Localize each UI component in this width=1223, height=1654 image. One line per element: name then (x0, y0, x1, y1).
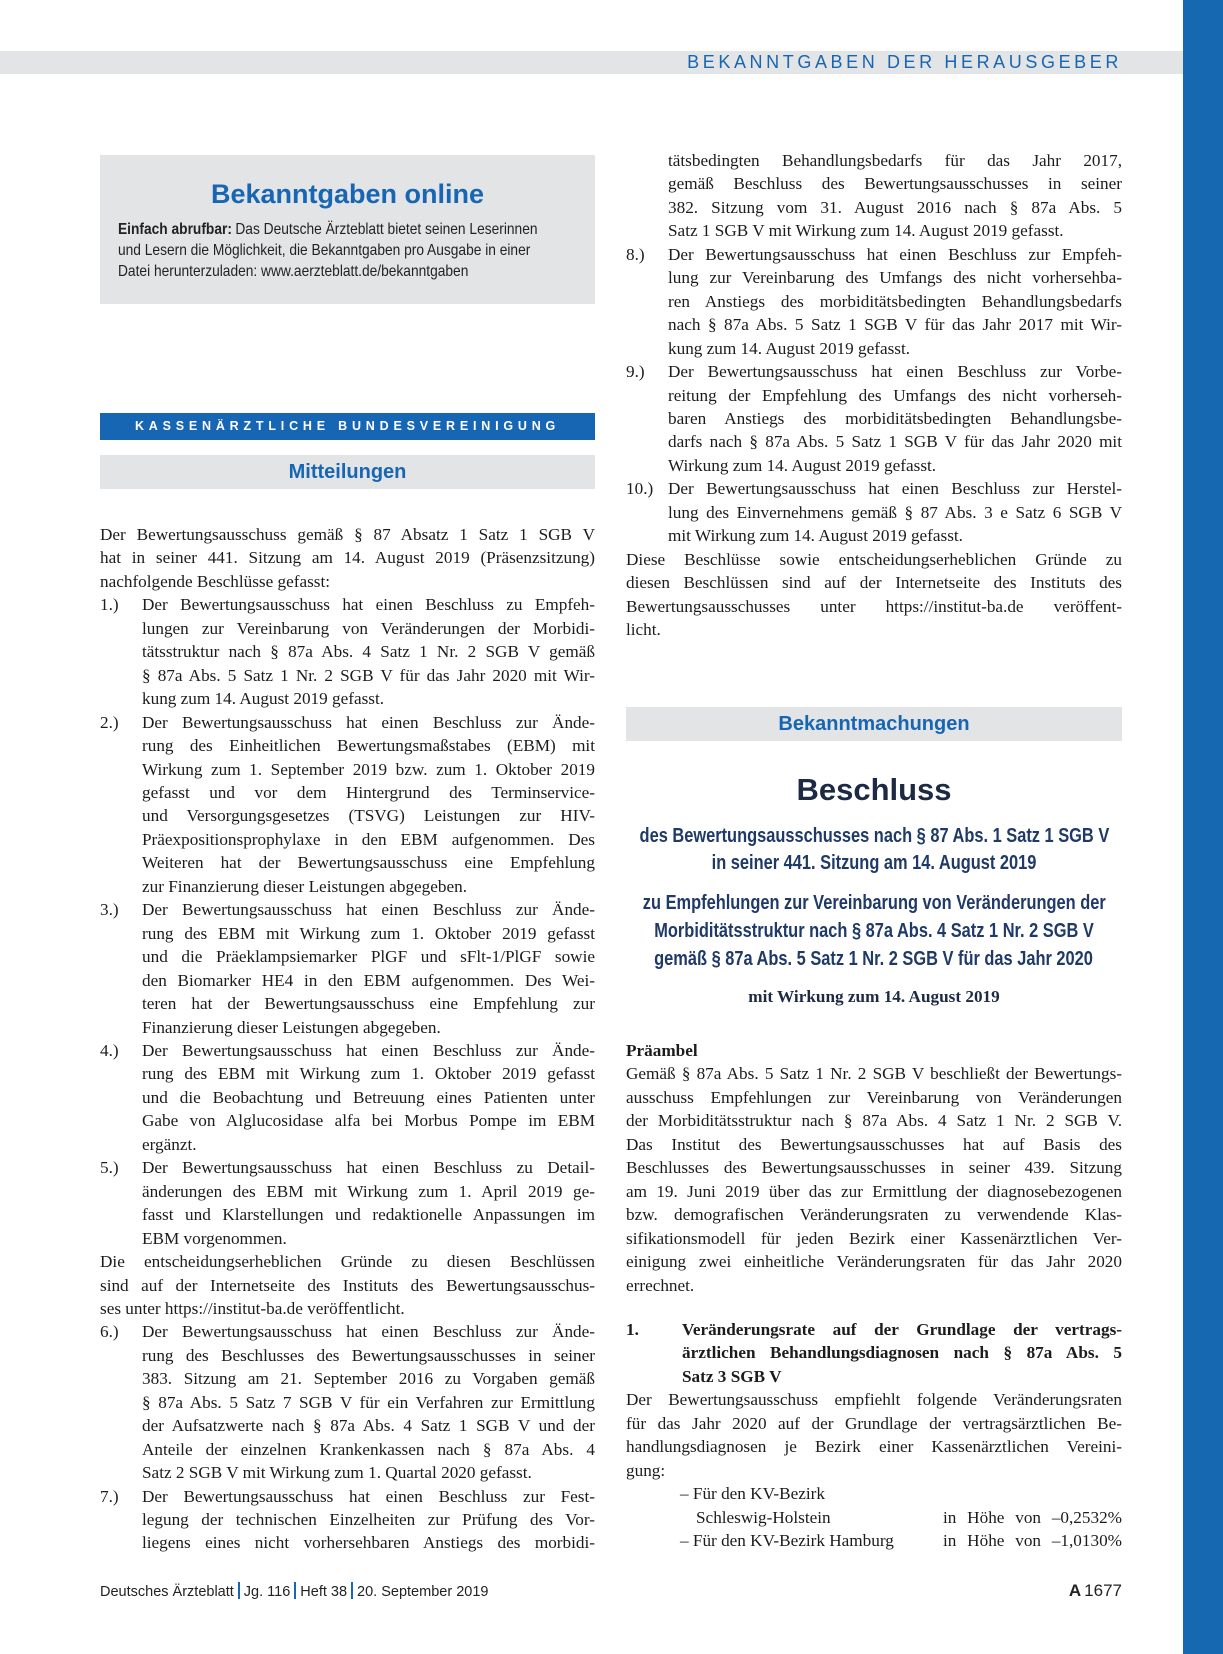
text-line: tätsstruktur nach § 87a Abs. 4 Satz 1 Nr. 2 SGB V gemäß (142, 642, 595, 662)
text-line: lung des Einvernehmens gemäß § 87 Abs. 3 e Satz 6 SGB V (668, 502, 1122, 522)
separator (238, 1582, 240, 1599)
text-line: ses unter https://institut-ba.de veröffentlicht. (100, 1298, 405, 1318)
text-line: gung: (626, 1460, 666, 1480)
separator (294, 1582, 296, 1599)
text-line: hat in seiner 441. Sitzung am 14. August 2019 (Präsenzsitzung) (100, 548, 595, 568)
issue: Heft 38 (300, 1584, 348, 1600)
text-line: baren Anstiegs des morbiditätsbedingten Behandlungsbe- (668, 408, 1122, 428)
text-line: Gemäß § 87a Abs. 5 Satz 1 Nr. 2 SGB V beschließt der Bewertungs- (626, 1064, 1122, 1084)
rate-row (626, 1529, 1122, 1552)
text-line: der Morbiditätsstruktur nach § 87a Abs. 4 Satz 1 Nr. 2 SGB V. (626, 1111, 1122, 1131)
list-item (100, 1156, 595, 1250)
text-line: sifikationsmodell für jeden Bezirk einer Kassenärztlichen Ver- (626, 1228, 1122, 1248)
text-line: Finanzierung dieser Leistungen abgegeben. (142, 1017, 441, 1037)
text-line: und die Präeklampsiemarker PlGF und sFlt-1/PlGF sowie (142, 947, 595, 967)
volume: Jg. 116 (243, 1584, 291, 1600)
organization-bar: KASSENÄRZTLICHE BUNDESVEREINIGUNG (100, 413, 595, 440)
text-line: rung des Einheitlichen Bewertungsmaßstabes (EBM) mit (142, 736, 595, 756)
text-line: bzw. demografischen Veränderungsraten zu verwendende Klas- (626, 1205, 1122, 1225)
text-line: fasst und Klarstellungen und redaktionelle Anpassungen im (142, 1205, 595, 1225)
subject-text: gemäß § 87a Abs. 5 Satz 1 Nr. 2 SGB V für das Jahr 2020 (654, 948, 1094, 970)
text-line: Der Bewertungsausschuss gemäß § 87 Absatz 1 Satz 1 SGB V (100, 525, 595, 544)
text-line: Diese Beschlüsse sowie entscheidungserheblichen Gründe zu (626, 549, 1122, 569)
text-line: gemäß Beschluss des Bewertungsausschusses in seiner (668, 174, 1122, 194)
paragraph-lines (668, 243, 1122, 360)
text-line: Der Bewertungsausschuss hat einen Beschluss zur Ände- (142, 1040, 595, 1060)
text-line: Satz 3 SGB V (682, 1366, 782, 1386)
separator (351, 1582, 353, 1599)
text-line: Der Bewertungsausschuss hat einen Beschluss zur Empfeh- (668, 244, 1122, 264)
text-line: Der Bewertungsausschuss hat einen Beschluss zur Ände- (142, 712, 595, 732)
list-item (626, 360, 1122, 477)
paragraph-lines (668, 477, 1122, 547)
text-line (118, 261, 588, 282)
text-line: 382. Sitzung vom 31. August 2016 nach § 87a Abs. 5 (668, 197, 1122, 217)
line-text: Das Deutsche Ärzteblatt bietet seinen Leserinnen (235, 221, 538, 238)
paragraph-lines (142, 1320, 595, 1484)
condensed-line (118, 219, 538, 240)
rate-row (626, 1482, 1122, 1505)
rate-value: in Höhe von –0,2532% (943, 1507, 1122, 1527)
text-line: 383. Sitzung am 21. September 2016 zu Vorgaben gemäß (142, 1369, 595, 1389)
text-line: Anteile der einzelnen Krankenkassen nach § 87a Abs. 4 (142, 1439, 595, 1459)
subtitle-line (626, 850, 1122, 877)
text-line: änderungen des EBM mit Wirkung zum 1. April 2019 ge- (142, 1181, 595, 1201)
text-line: ergänzt. (142, 1134, 197, 1154)
text-line: Der Bewertungsausschuss hat einen Beschluss zur Herstel- (668, 479, 1122, 499)
text-line: gefasst und vor dem Hintergrund des Terminservice- (142, 782, 595, 802)
text-line: Veränderungsrate auf der Grundlage der vertrags- (682, 1320, 1122, 1339)
paragraph-lines (142, 1039, 595, 1156)
line-text: und Lesern die Möglichkeit, die Bekanntgaben pro Ausgabe in einer (118, 242, 531, 259)
text-line: lungen zur Vereinbarung von Veränderungen der Morbidi- (142, 618, 595, 638)
resolution-subject (626, 889, 1122, 973)
paragraph (100, 523, 595, 593)
section-1 (626, 1318, 1122, 1553)
list-item (626, 477, 1122, 547)
rate-row (626, 1506, 1122, 1529)
bekanntmachungen-heading: Bekanntmachungen (626, 707, 1122, 741)
text-line: rung des EBM mit Wirkung zum 1. Oktober 2019 gefasst (142, 1064, 595, 1084)
text-line: nachfolgende Beschlüsse gefasst: (100, 571, 331, 591)
text-line: Bewertungsausschusses unter https://institut-ba.de veröffent- (626, 596, 1122, 616)
text-line: Wirkung zum 1. September 2019 bzw. zum 1. Oktober 2019 (142, 759, 595, 779)
subject-line (626, 945, 1122, 973)
lead-text: Einfach abrufbar: (118, 221, 232, 238)
list-number: 10.) (626, 479, 654, 499)
text-line: Der Bewertungsausschuss hat einen Beschluss zu Detail- (142, 1158, 595, 1178)
text-line: einigung zwei einheitliche Veränderungsraten für das Jahr 2020 (626, 1252, 1122, 1272)
text-line: licht. (626, 620, 661, 640)
list-item (100, 898, 595, 1039)
text-line: Beschlusses des Bewertungsausschusses in seiner 439. Sitzung (626, 1158, 1122, 1178)
text-line: lung zur Vereinbarung des Umfangs des nicht vorhersehba- (668, 268, 1122, 288)
section-1-body (626, 1388, 1122, 1482)
text-line: Satz 2 SGB V mit Wirkung zum 1. Quartal 2020 gefasst. (142, 1463, 532, 1483)
text-line: kung zum 14. August 2019 gefasst. (668, 338, 911, 358)
text-line: Wirkung zum 14. August 2019 gefasst. (668, 455, 937, 475)
subtitle-text: des Bewertungsausschusses nach § 87 Abs. 1 Satz 1 SGB V (639, 824, 1109, 847)
text-line: rung des EBM mit Wirkung zum 1. Oktober 2019 gefasst (142, 923, 595, 943)
section-title: BEKANNTGABEN DER HERAUSGEBER (687, 52, 1122, 72)
paragraph-lines (626, 548, 1122, 642)
right-text-column (626, 149, 1122, 642)
page-number (1069, 1578, 1122, 1604)
preamble-heading: Präambel (626, 1041, 698, 1060)
list-number: 8.) (626, 244, 645, 264)
text-line: Die entscheidungserheblichen Gründe zu diesen Beschlüssen (100, 1252, 595, 1272)
text-line: sind auf der Internetseite des Instituts des Bewertungsausschus- (100, 1275, 595, 1295)
list-number: 5.) (100, 1158, 119, 1178)
rate-value: in Höhe von –1,0130% (943, 1531, 1122, 1551)
text-line: den Biomarker HE4 in den EBM aufgenommen. Des Wei- (142, 970, 595, 990)
text-line: tätsbedingten Behandlungsbedarfs für das Jahr 2017, (668, 151, 1122, 170)
paragraph-lines (142, 898, 595, 1039)
text-line: legung der technischen Einzelheiten zur Prüfung des Vor- (142, 1510, 595, 1530)
effective-date: mit Wirkung zum 14. August 2019 (748, 986, 1000, 1006)
text-line: ärztlichen Behandlungsdiagnosen nach § 87a Abs. 5 (682, 1343, 1122, 1363)
text-line: Präexpositionsprophylaxe in den EBM aufgenommen. Des (142, 829, 595, 849)
footer-citation (100, 1580, 488, 1604)
journal-name: Deutsches Ärzteblatt (100, 1584, 234, 1600)
page-prefix: A (1068, 1581, 1082, 1600)
text-line: kung zum 14. August 2019 gefasst. (142, 689, 385, 709)
online-box-title: Bekanntgaben online (210, 179, 485, 209)
text-line: Der Bewertungsausschuss hat einen Beschluss zur Ände- (142, 1322, 595, 1342)
online-info-box (100, 155, 595, 304)
paragraph-lines (142, 593, 595, 710)
section-heading-lines (682, 1318, 1122, 1388)
subject-text: zu Empfehlungen zur Vereinbarung von Veränderungen der (642, 892, 1106, 914)
subject-line (626, 917, 1122, 945)
text-line: liegens eines nicht vorhersehbaren Anstiegs des morbidi- (142, 1533, 595, 1553)
text-line: handlungsdiagnosen je Bezirk einer Kassenärztlichen Vereini- (626, 1437, 1122, 1457)
text-line: nach § 87a Abs. 5 Satz 1 SGB V für das Jahr 2017 mit Wir- (668, 315, 1122, 335)
list-number: 2.) (100, 712, 119, 732)
text-line: und die Beobachtung und Betreuung eines Patienten unter (142, 1087, 595, 1107)
text-line: Weiteren hat der Bewertungsausschuss eine Empfehlung (142, 853, 595, 873)
rate-district: Schleswig-Holstein (696, 1507, 831, 1527)
text-line: § 87a Abs. 5 Satz 1 Nr. 2 SGB V für das Jahr 2020 mit Wir- (142, 665, 595, 685)
paragraph-lines (142, 1156, 595, 1250)
text-line: Der Bewertungsausschuss hat einen Beschluss zur Vorbe- (668, 362, 1122, 382)
text-line: Der Bewertungsausschuss hat einen Beschluss zur Ände- (142, 900, 595, 920)
text-line: ausschuss Empfehlungen zur Vereinbarung von Veränderungen (626, 1087, 1122, 1107)
mitteilungen-heading: Mitteilungen (100, 455, 595, 489)
paragraph-lines (100, 523, 595, 593)
subject-text: Morbiditätsstruktur nach § 87a Abs. 4 Satz 1 Nr. 2 SGB V (654, 920, 1094, 942)
text-line: ren Anstiegs des morbiditätsbedingten Behandlungsbedarfs (668, 291, 1122, 311)
text-line: Das Institut des Bewertungsausschusses hat auf Basis des (626, 1134, 1122, 1154)
paragraph (100, 1250, 595, 1320)
resolution-title: Beschluss (796, 772, 952, 807)
paragraph-lines (668, 360, 1122, 477)
text-line: Der Bewertungsausschuss hat einen Beschluss zur Fest- (142, 1486, 595, 1506)
text-line: der Aufsatzwerte nach § 87a Abs. 4 Satz 1 SGB V und der (142, 1416, 595, 1436)
rate-label: – Für den KV-Bezirk Hamburg (680, 1531, 894, 1551)
text-line: Gabe von Alglucosidase alfa bei Morbus Pompe im EBM (142, 1111, 595, 1131)
text-line: darfs nach § 87a Abs. 5 Satz 1 SGB V für das Jahr 2020 mit (668, 432, 1122, 452)
left-text-column (100, 523, 595, 1555)
paragraph-lines (100, 1250, 595, 1320)
text-line: für das Jahr 2020 auf der Grundlage der vertragsärztlichen Be- (626, 1413, 1122, 1433)
text-line: zur Finanzierung dieser Leistungen abgegeben. (142, 876, 468, 896)
list-item (100, 1485, 595, 1555)
list-item (100, 711, 595, 899)
issue-date: 20. September 2019 (357, 1584, 489, 1600)
paragraph-lines (668, 149, 1122, 243)
section-number: 1. (626, 1320, 639, 1339)
paragraph-lines (142, 711, 595, 899)
text-line: mit Wirkung zum 14. August 2019 gefasst. (668, 526, 963, 546)
text-line: Der Bewertungsausschuss empfiehlt folgende Veränderungsraten (626, 1390, 1122, 1410)
text-line: Der Bewertungsausschuss hat einen Beschluss zu Empfeh- (142, 595, 595, 615)
paragraph (626, 548, 1122, 642)
list-number: 1.) (100, 595, 119, 615)
list-number: 6.) (100, 1322, 119, 1342)
page-number-value: 1677 (1084, 1581, 1122, 1600)
list-item (100, 1320, 595, 1484)
list-number: 9.) (626, 362, 645, 382)
text-line: EBM vorgenommen. (142, 1228, 287, 1248)
rate-label: – Für den KV-Bezirk (680, 1484, 825, 1504)
side-color-bar (1183, 0, 1223, 1654)
subject-line (626, 889, 1122, 917)
list-number: 3.) (100, 900, 119, 920)
text-line: § 87a Abs. 5 Satz 7 SGB V für ein Verfahren zur Ermittlung (142, 1392, 595, 1412)
subtitle-text: in seiner 441. Sitzung am 14. August 2019 (711, 851, 1037, 874)
preamble (626, 1039, 1122, 1297)
text-line: am 19. Juni 2019 über das zur Ermittlung der diagnosebezogenen (626, 1181, 1122, 1201)
resolution-subtitle (626, 823, 1122, 877)
download-link-text[interactable]: Datei herunterzuladen: www.aerzteblatt.de/bekanntgaben (118, 263, 469, 280)
text-line (118, 240, 588, 261)
list-number: 4.) (100, 1040, 119, 1060)
text-line: Satz 1 SGB V mit Wirkung zum 14. August 2019 gefasst. (668, 221, 1064, 241)
section-1-heading (626, 1318, 1122, 1388)
subtitle-line (626, 823, 1122, 850)
text-line: teren hat der Bewertungsausschuss eine Empfehlung zur (142, 994, 595, 1014)
text-line: reitung der Empfehlung des Umfangs des nicht vorherseh- (668, 385, 1122, 405)
list-item (626, 243, 1122, 360)
list-number: 7.) (100, 1486, 119, 1506)
text-line: errechnet. (626, 1275, 695, 1295)
paragraph-lines (142, 1485, 595, 1555)
text-line: rung des Beschlusses des Bewertungsausschusses in seiner (142, 1345, 595, 1365)
text-line (118, 219, 588, 240)
text-line: diesen Beschlüssen sind auf der Internetseite des Instituts des (626, 573, 1122, 593)
text-line: und Versorgungsgesetzes (TSVG) Leistungen zur HIV- (142, 806, 595, 826)
list-item (100, 593, 595, 710)
online-box-text (118, 219, 588, 282)
list-item (100, 1039, 595, 1156)
paragraph (626, 149, 1122, 243)
